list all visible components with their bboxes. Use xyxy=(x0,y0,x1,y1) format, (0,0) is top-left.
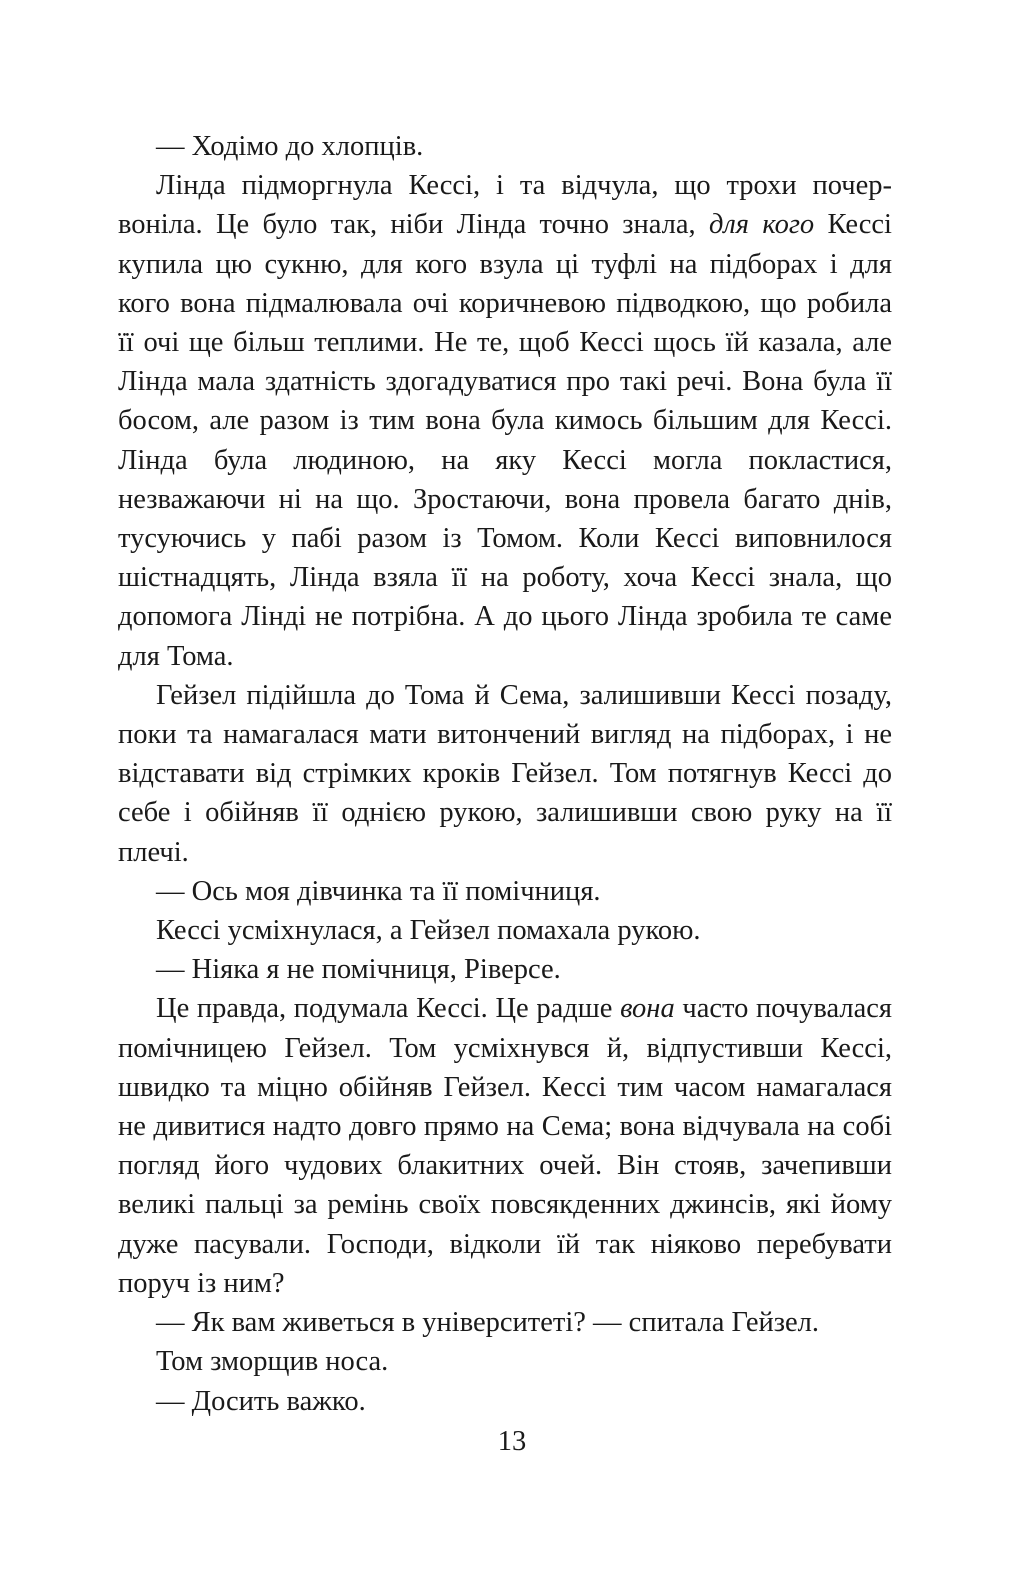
text-run: Кессі купила цю сукню, для кого взула ці туфлі на підборах і для кого вона підмалювала очі коричневою підводкою, що робила її очі ще більш теплими. Не те, щоб Кессі щось їй казала, але Лінда мала здатність здогадуватися про такі речі. Вона була її босом, але разом із тим вона була кимось більшим для Кессі. Лінда була людиною, на яку Кессі могла покластися, незважаючи ні на що. Зростаючи, вона провела багато днів, тусуючись у пабі разом із Томом. Коли Кессі виповнилося шістнадцять, Лінда взяла її на роботу, хоча Кессі знала, що допомога Лінді не потрібна. А до цього Лінда зробила те саме для Тома. xyxy=(118,209,892,672)
paragraph xyxy=(118,1303,892,1342)
text-run: — Ось моя дівчинка та її помічниця. xyxy=(156,875,601,907)
italic-text-run: для кого xyxy=(708,209,815,241)
page-number: 13 xyxy=(497,1426,527,1457)
paragraph xyxy=(118,127,892,166)
paragraph xyxy=(118,989,892,1303)
paragraph xyxy=(118,1342,892,1381)
text-run: — Як вам живеться в університеті? — спитала Гейзел. xyxy=(156,1307,820,1339)
body-text xyxy=(118,127,892,1421)
text-run: — Ніяка я не помічниця, Ріверсе. xyxy=(156,954,561,986)
text-run: Кессі усміхнулася, а Гейзел помахала рукою. xyxy=(156,915,701,947)
text-run: — Досить важко. xyxy=(156,1385,366,1417)
text-run: Том зморщив носа. xyxy=(156,1346,389,1378)
paragraph xyxy=(118,911,892,950)
text-run: Це правда, подумала Кессі. Це радше xyxy=(156,993,621,1025)
paragraph xyxy=(118,1382,892,1421)
text-run: Гейзел підійшла до Тома й Сема, залишивши Кессі позаду, поки та намагалася мати витончений вигляд на підборах, і не відставати від стрімких кроків Гейзел. Том потягнув Кессі до себе і обійняв її однією рукою, залишивши свою руку на її плечі. xyxy=(118,679,892,868)
paragraph xyxy=(118,872,892,911)
text-run: часто почувалася помічницею Гейзел. Том усміхнувся й, відпустивши Кессі, швидко та міцно обійняв Гейзел. Кессі тим часом намагалася не дивитися надто довго прямо на Сема; вона відчувала на собі погляд його чудових блакитних очей. Він стояв, зачепивши великі пальці за ремінь своїх повсякденних джинсів, які йому дуже пасували. Господи, відколи їй так ніяково перебувати поруч із ним? xyxy=(118,993,892,1299)
paragraph xyxy=(118,676,892,872)
paragraph xyxy=(118,950,892,989)
text-run: Лінда підморгнула Кессі, і та відчула, що трохи почервоніла. Це було так, ніби Лінда точно знала, xyxy=(118,170,892,241)
paragraph xyxy=(118,166,892,676)
text-run: — Ходімо до хлопців. xyxy=(156,131,424,162)
italic-text-run: вона xyxy=(620,993,675,1025)
